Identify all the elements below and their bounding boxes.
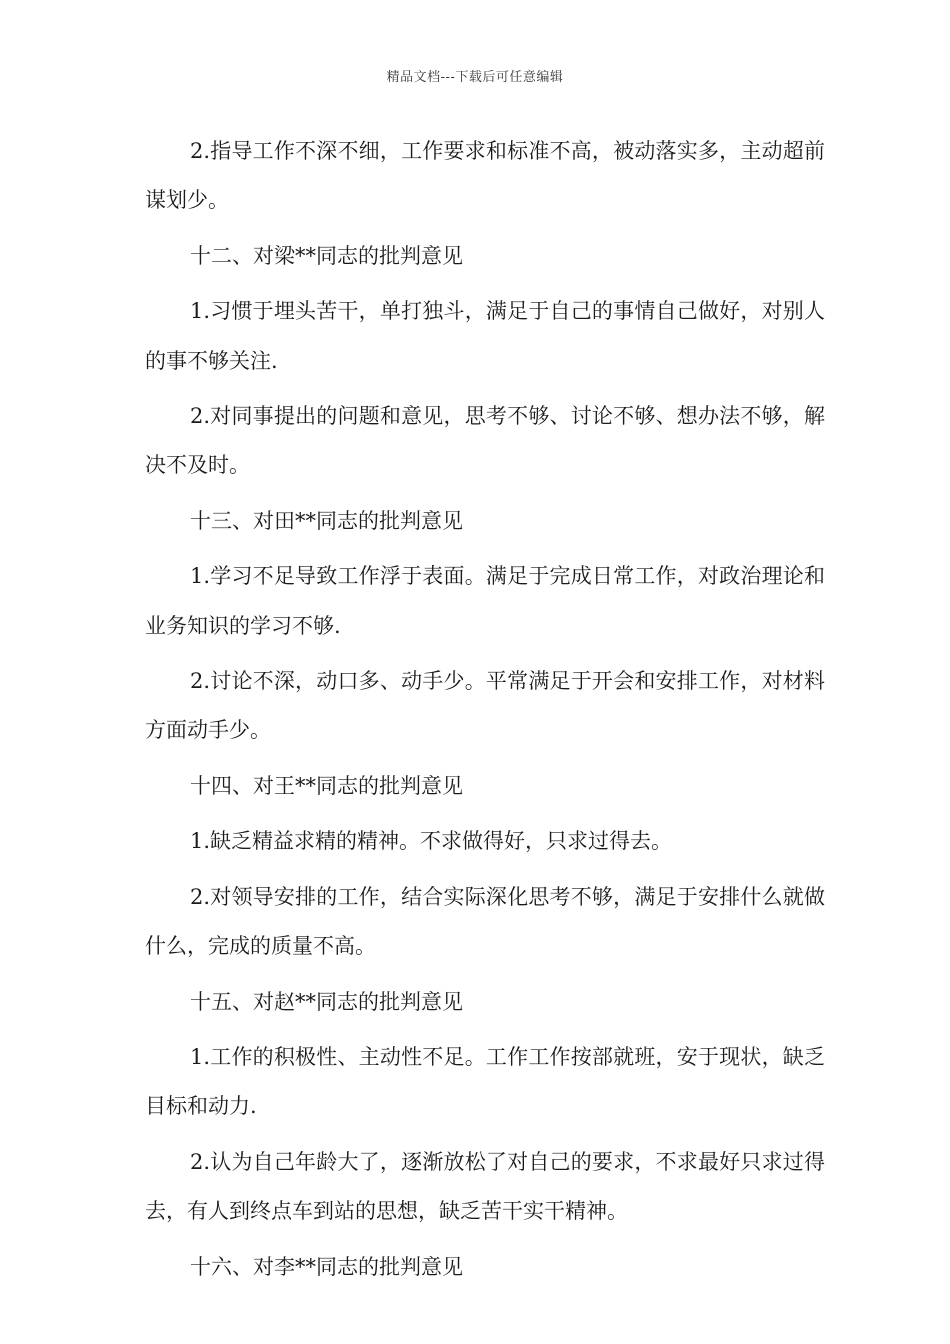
section-heading-16: 十六、对李**同志的批判意见 xyxy=(190,1254,463,1279)
section-heading-12: 十二、对梁**同志的批判意见 xyxy=(190,243,463,268)
page-header: 精品文档---下载后可任意编辑 xyxy=(386,70,564,85)
section-heading-15: 十五、对赵**同志的批判意见 xyxy=(190,989,463,1014)
section-heading-13: 十三、对田**同志的批判意见 xyxy=(190,508,463,533)
paragraph-item-1: 1.学习不足导致工作浮于表面。满足于完成日常工作，对政治理论和业务知识的学习不够. xyxy=(145,564,825,638)
paragraph-item-1: 1.习惯于埋头苦干，单打独斗，满足于自己的事情自己做好，对别人的事不够关注. xyxy=(145,299,825,373)
paragraph-item-2: 2.指导工作不深不细，工作要求和标准不高，被动落实多，主动超前谋划少。 xyxy=(145,139,825,213)
section-heading-14: 十四、对王**同志的批判意见 xyxy=(190,773,463,798)
paragraph-item-2: 2.对领导安排的工作，结合实际深化思考不够，满足于安排什么就做什么，完成的质量不高。 xyxy=(145,884,825,959)
paragraph-item-2: 2.认为自己年龄大了，逐渐放松了对自己的要求，不求最好只求过得去，有人到终点车到站的思想，缺乏苦干实干精神。 xyxy=(145,1149,825,1224)
paragraph-item-2: 2.对同事提出的问题和意见，思考不够、讨论不够、想办法不够，解决不及时。 xyxy=(145,404,825,478)
paragraph-item-1: 1.工作的积极性、主动性不足。工作工作按部就班，安于现状，缺乏目标和动力. xyxy=(145,1044,825,1119)
document-body xyxy=(145,127,825,1298)
paragraph-item-1: 1.缺乏精益求精的精神。不求做得好，只求过得去。 xyxy=(190,829,673,854)
paragraph-item-2: 2.讨论不深，动口多、动手少。平常满足于开会和安排工作，对材料方面动手少。 xyxy=(145,669,825,743)
